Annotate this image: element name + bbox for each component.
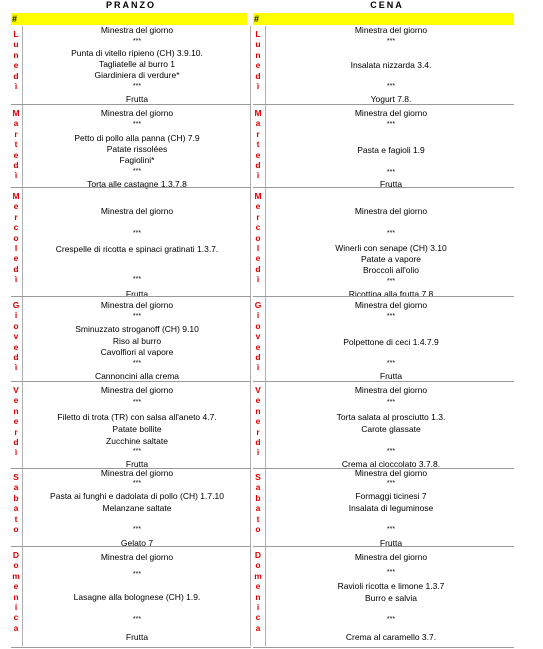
pranzo-item: Minestra del giorno xyxy=(100,108,174,118)
pranzo-item: *** xyxy=(132,230,142,237)
day-letter: M xyxy=(12,108,20,118)
day-letter: e xyxy=(13,581,19,592)
cena-item: Minestra del giorno xyxy=(354,385,428,395)
day-letter: V xyxy=(13,385,19,395)
pranzo-item: Zucchine saltate xyxy=(106,436,168,446)
cena-item: Yogurt 7.8. xyxy=(370,94,412,104)
day-letter: d xyxy=(255,70,261,81)
pranzo-item: Cavolfiori al vapore xyxy=(100,347,174,357)
day-letter: d xyxy=(13,263,19,274)
pranzo-item: Fagiolini* xyxy=(119,155,155,165)
day-letter: e xyxy=(13,201,19,212)
day-letter: t xyxy=(256,513,260,524)
day-separator xyxy=(11,187,251,188)
day-separator xyxy=(11,296,251,297)
day-letter: v xyxy=(13,331,19,342)
cena-item: Minestra del giorno xyxy=(354,300,428,310)
day-letter: e xyxy=(255,201,261,212)
day-letter: c xyxy=(255,222,261,233)
day-separator xyxy=(11,546,251,547)
day-letter: D xyxy=(254,550,262,560)
day-letter: n xyxy=(13,49,19,60)
column-divider-left xyxy=(22,26,23,646)
day-letter: d xyxy=(13,436,19,447)
pranzo-item: Filetto di trota (TR) con salsa all'aneto 4.7. xyxy=(57,412,217,422)
day-label-pranzo xyxy=(12,29,20,91)
day-letter: ì xyxy=(14,170,18,181)
day-label-cena xyxy=(254,550,262,633)
day-letter: r xyxy=(14,211,18,222)
pranzo-item: Petto di pollo alla panna (CH) 7.9 xyxy=(74,133,200,143)
cena-item: *** xyxy=(386,169,396,176)
day-letter: o xyxy=(13,560,19,571)
day-letter: r xyxy=(14,426,18,437)
cena-item: Pasta e fagioli 1.9 xyxy=(357,145,425,155)
cena-item: Broccoli all'olio xyxy=(363,265,419,275)
day-letter: e xyxy=(255,416,261,427)
pranzo-item: *** xyxy=(132,480,142,487)
day-letter: r xyxy=(256,128,260,139)
day-letter: D xyxy=(12,550,20,560)
day-letter: a xyxy=(13,118,19,129)
day-letter: L xyxy=(255,29,261,39)
day-separator xyxy=(253,187,514,188)
day-letter: l xyxy=(14,242,18,253)
cena-item: *** xyxy=(386,121,396,128)
pranzo-item: Minestra del giorno xyxy=(100,468,174,478)
day-label-cena xyxy=(254,385,262,458)
cena-item: Minestra del giorno xyxy=(354,108,428,118)
day-letter: o xyxy=(255,560,261,571)
day-letter: S xyxy=(13,472,19,482)
day-label-cena xyxy=(254,29,262,91)
day-letter: r xyxy=(14,128,18,139)
day-letter: i xyxy=(256,601,260,612)
cena-item: *** xyxy=(386,480,396,487)
day-label-pranzo xyxy=(12,300,20,373)
pranzo-item: *** xyxy=(132,526,142,533)
day-separator xyxy=(253,647,514,648)
cena-item: Frutta xyxy=(379,179,403,189)
pranzo-item: *** xyxy=(132,38,142,45)
day-letter: ì xyxy=(256,447,260,458)
day-letter: a xyxy=(13,622,19,633)
day-letter: o xyxy=(255,320,261,331)
column-divider-right xyxy=(265,26,266,646)
cena-item: Patate a vapore xyxy=(360,254,421,264)
day-letter: i xyxy=(14,601,18,612)
day-letter: d xyxy=(255,263,261,274)
day-letter: d xyxy=(13,351,19,362)
day-letter: d xyxy=(255,436,261,447)
day-letter: V xyxy=(255,385,261,395)
day-letter: t xyxy=(14,513,18,524)
day-label-pranzo xyxy=(12,550,20,633)
cena-item: *** xyxy=(386,448,396,455)
cena-item: Frutta xyxy=(379,538,403,548)
pranzo-item: *** xyxy=(132,276,142,283)
day-separator xyxy=(253,104,514,105)
cena-item: *** xyxy=(386,230,396,237)
pranzo-item: Riso al burro xyxy=(112,336,162,346)
pranzo-item: *** xyxy=(132,616,142,623)
day-letter: d xyxy=(13,70,19,81)
cena-item: *** xyxy=(386,526,396,533)
pranzo-item: Frutta xyxy=(125,459,149,469)
cena-item: Torta salata al prosciutto 1.3. xyxy=(336,412,446,422)
day-letter: e xyxy=(255,60,261,71)
day-letter: d xyxy=(255,351,261,362)
pranzo-item: *** xyxy=(132,571,142,578)
pranzo-item: *** xyxy=(132,360,142,367)
cena-item: Minestra del giorno xyxy=(354,468,428,478)
day-letter: e xyxy=(255,253,261,264)
day-letter: M xyxy=(254,191,262,201)
cena-item: Minestra del giorno xyxy=(354,552,428,562)
pranzo-item: Pasta ai funghi e dadolata di pollo (CH) 1.7.10 xyxy=(50,491,224,501)
day-separator xyxy=(11,647,251,648)
pranzo-item: *** xyxy=(132,83,142,90)
day-letter: l xyxy=(256,242,260,253)
day-letter: e xyxy=(13,149,19,160)
cena-item: *** xyxy=(386,313,396,320)
day-letter: e xyxy=(13,395,19,406)
day-letter: c xyxy=(13,222,19,233)
cena-item: Carote glassate xyxy=(361,424,421,434)
pranzo-item: *** xyxy=(132,399,142,406)
day-letter: M xyxy=(12,191,20,201)
day-letter: a xyxy=(255,118,261,129)
day-separator xyxy=(11,381,251,382)
pranzo-item: Giardiniera di verdure* xyxy=(94,70,180,80)
cena-item: *** xyxy=(386,278,396,285)
pranzo-header: PRANZO xyxy=(106,0,156,10)
day-letter: m xyxy=(12,570,20,581)
day-letter: ì xyxy=(14,447,18,458)
day-letter: n xyxy=(255,591,261,602)
pranzo-item: Sminuzzato stroganoff (CH) 9.10 xyxy=(75,324,199,334)
day-letter: a xyxy=(255,482,261,493)
day-separator xyxy=(253,546,514,547)
pranzo-item: Punta di vitello ripieno (CH) 3.9.10. xyxy=(71,48,203,58)
cena-item: *** xyxy=(386,616,396,623)
day-letter: d xyxy=(13,159,19,170)
day-letter: e xyxy=(13,341,19,352)
pranzo-item: Patate rissolées xyxy=(106,144,168,154)
day-letter: ì xyxy=(256,170,260,181)
day-separator xyxy=(253,296,514,297)
day-letter: r xyxy=(256,211,260,222)
day-letter: o xyxy=(13,523,19,534)
day-letter: ì xyxy=(14,274,18,285)
pranzo-item: Minestra del giorno xyxy=(100,552,174,562)
pranzo-item: Torta alle castagne 1.3.7.8 xyxy=(87,179,187,189)
pranzo-item: Minestra del giorno xyxy=(100,385,174,395)
day-letter: i xyxy=(14,310,18,321)
cena-item: Burro e salvia xyxy=(365,593,417,603)
day-letter: c xyxy=(13,612,19,623)
pranzo-item: Frutta xyxy=(125,289,149,299)
cena-item: Ricottina alla frutta 7.8 xyxy=(348,289,434,299)
pranzo-item: *** xyxy=(132,313,142,320)
day-label-pranzo xyxy=(12,191,20,285)
pranzo-item: Frutta xyxy=(125,632,149,642)
day-letter: e xyxy=(13,253,19,264)
pranzo-item: *** xyxy=(132,448,142,455)
day-letter: i xyxy=(256,310,260,321)
cena-item: *** xyxy=(386,399,396,406)
cena-item: *** xyxy=(386,83,396,90)
day-letter: G xyxy=(254,300,262,310)
day-letter: G xyxy=(12,300,20,310)
day-letter: n xyxy=(13,591,19,602)
cena-item: Minestra del giorno xyxy=(354,25,428,35)
day-label-cena xyxy=(254,300,262,373)
column-divider-middle xyxy=(250,26,251,646)
cena-item: Polpettone di ceci 1.4.7.9 xyxy=(343,337,439,347)
cena-hash-label: # xyxy=(254,14,260,24)
day-letter: a xyxy=(13,482,19,493)
cena-item: Formaggi ticinesi 7 xyxy=(355,491,427,501)
cena-item: Crema al cioccolato 3.7.8. xyxy=(341,459,441,469)
day-letter: n xyxy=(13,405,19,416)
day-letter: e xyxy=(255,395,261,406)
day-letter: o xyxy=(13,320,19,331)
cena-item: Minestra del giorno xyxy=(354,206,428,216)
day-letter: e xyxy=(13,416,19,427)
cena-item: Insalata di leguminose xyxy=(348,503,434,513)
day-letter: b xyxy=(255,492,261,503)
day-separator xyxy=(11,104,251,105)
day-letter: e xyxy=(255,149,261,160)
day-letter: t xyxy=(14,139,18,150)
cena-item: Frutta xyxy=(379,371,403,381)
pranzo-item: Tagliatelle al burro 1 xyxy=(98,59,176,69)
pranzo-item: Minestra del giorno xyxy=(100,300,174,310)
day-letter: c xyxy=(255,612,261,623)
pranzo-item: Cannoncini alla crema xyxy=(94,371,180,381)
day-letter: t xyxy=(256,139,260,150)
day-letter: M xyxy=(254,108,262,118)
day-letter: e xyxy=(255,341,261,352)
day-letter: o xyxy=(255,523,261,534)
pranzo-item: *** xyxy=(132,168,142,175)
day-label-pranzo xyxy=(12,472,20,534)
cena-item: Ravioli ricotta e limone 1.3.7 xyxy=(337,581,445,591)
day-letter: o xyxy=(255,232,261,243)
pranzo-item: Patate bollite xyxy=(112,424,162,434)
day-letter: ì xyxy=(256,274,260,285)
day-letter: a xyxy=(255,503,261,514)
pranzo-item: Minestra del giorno xyxy=(100,206,174,216)
day-letter: d xyxy=(255,159,261,170)
day-separator xyxy=(253,381,514,382)
pranzo-item: *** xyxy=(132,121,142,128)
day-letter: n xyxy=(255,405,261,416)
day-letter: u xyxy=(255,39,261,50)
day-letter: e xyxy=(13,60,19,71)
day-letter: ì xyxy=(256,362,260,373)
day-letter: v xyxy=(255,331,261,342)
day-letter: S xyxy=(255,472,261,482)
pranzo-item: Gelato 7 xyxy=(120,538,154,548)
pranzo-item: Lasagne alla bolognese (CH) 1.9. xyxy=(73,592,201,602)
day-letter: n xyxy=(255,49,261,60)
day-label-pranzo xyxy=(12,385,20,458)
day-letter: ì xyxy=(256,80,260,91)
day-letter: a xyxy=(255,622,261,633)
pranzo-item: Crespelle di ricotta e spinaci gratinati 1.3.7. xyxy=(55,244,219,254)
cena-header: CENA xyxy=(370,0,404,10)
day-letter: u xyxy=(13,39,19,50)
day-label-pranzo xyxy=(12,108,20,181)
day-letter: e xyxy=(255,581,261,592)
day-letter: r xyxy=(256,426,260,437)
cena-item: *** xyxy=(386,360,396,367)
day-letter: b xyxy=(13,492,19,503)
day-letter: L xyxy=(13,29,19,39)
day-letter: m xyxy=(254,570,262,581)
pranzo-item: Melanzane saltate xyxy=(102,503,172,513)
pranzo-item: Minestra del giorno xyxy=(100,25,174,35)
day-label-cena xyxy=(254,191,262,285)
day-letter: a xyxy=(13,503,19,514)
day-letter: ì xyxy=(14,362,18,373)
cena-item: *** xyxy=(386,38,396,45)
day-label-cena xyxy=(254,108,262,181)
cena-item: Crema al caramello 3.7. xyxy=(345,632,437,642)
pranzo-hash-label: # xyxy=(12,14,18,24)
day-letter: o xyxy=(13,232,19,243)
cena-item: Winerli con senape (CH) 3.10 xyxy=(335,243,447,253)
cena-item: *** xyxy=(386,569,396,576)
day-letter: ì xyxy=(14,80,18,91)
pranzo-item: Frutta xyxy=(125,94,149,104)
day-label-cena xyxy=(254,472,262,534)
cena-item: Insalata nizzarda 3.4. xyxy=(350,60,432,70)
